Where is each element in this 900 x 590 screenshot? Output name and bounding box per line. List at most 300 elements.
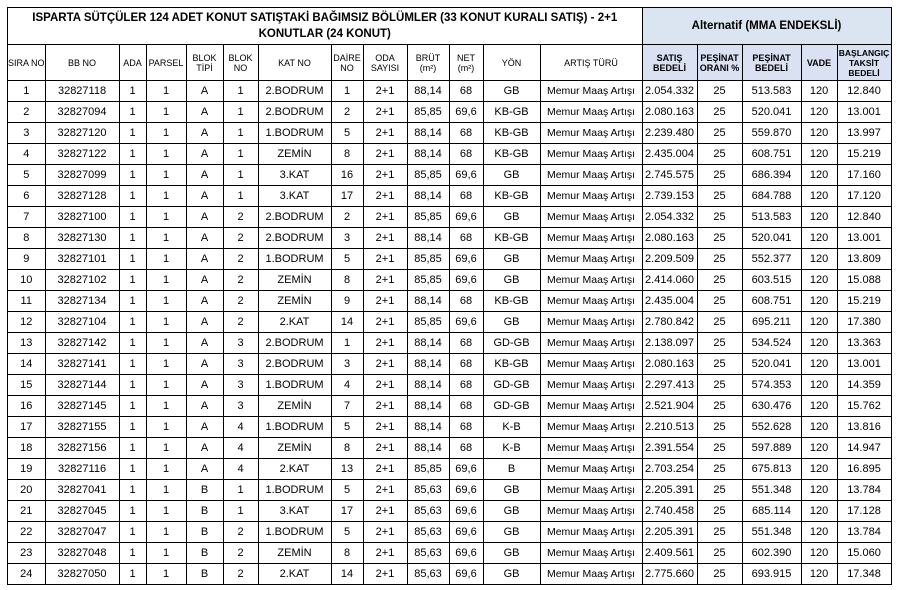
cell-sira: 2 xyxy=(8,102,46,123)
header-brut: BRÜT (m²) xyxy=(407,45,449,81)
cell-blok-tipi: B xyxy=(186,480,223,501)
table-row xyxy=(8,480,892,501)
header-artis-turu: ARTIŞ TÜRÜ xyxy=(540,45,642,81)
cell-daire-no: 8 xyxy=(331,144,363,165)
cell-pesinat-bedeli: 684.788 xyxy=(742,186,801,207)
cell-pesinat-bedeli: 551.348 xyxy=(742,480,801,501)
table-row xyxy=(8,459,892,480)
table-row xyxy=(8,207,892,228)
cell-sira: 13 xyxy=(8,333,46,354)
cell-oda-sayisi: 2+1 xyxy=(363,81,407,102)
cell-parsel: 1 xyxy=(146,522,186,543)
cell-blok-no: 1 xyxy=(223,123,258,144)
cell-daire-no: 8 xyxy=(331,543,363,564)
cell-pesinat-bedeli: 685.114 xyxy=(742,501,801,522)
cell-brut: 88,14 xyxy=(407,396,449,417)
cell-baslangic-taksit: 15.060 xyxy=(837,543,891,564)
cell-bb-no: 32827144 xyxy=(45,375,119,396)
cell-brut: 88,14 xyxy=(407,291,449,312)
alternative-title: Alternatif (MMA ENDEKSLİ) xyxy=(642,8,891,45)
cell-oda-sayisi: 2+1 xyxy=(363,312,407,333)
cell-oda-sayisi: 2+1 xyxy=(363,375,407,396)
cell-oda-sayisi: 2+1 xyxy=(363,417,407,438)
cell-ada: 1 xyxy=(119,165,146,186)
cell-blok-tipi: A xyxy=(186,228,223,249)
header-oda-sayisi: ODA SAYISI xyxy=(363,45,407,81)
cell-yon: GB xyxy=(483,501,540,522)
cell-daire-no: 17 xyxy=(331,501,363,522)
cell-pesinat-orani: 25 xyxy=(697,459,742,480)
cell-blok-no: 1 xyxy=(223,81,258,102)
cell-artis-turu: Memur Maaş Artışı xyxy=(540,186,642,207)
cell-kat-no: ZEMİN xyxy=(258,291,331,312)
table-row xyxy=(8,438,892,459)
cell-blok-tipi: B xyxy=(186,501,223,522)
cell-baslangic-taksit: 17.160 xyxy=(837,165,891,186)
cell-brut: 88,14 xyxy=(407,375,449,396)
cell-oda-sayisi: 2+1 xyxy=(363,564,407,585)
cell-blok-no: 2 xyxy=(223,270,258,291)
cell-brut: 88,14 xyxy=(407,144,449,165)
cell-sira: 11 xyxy=(8,291,46,312)
cell-bb-no: 32827047 xyxy=(45,522,119,543)
cell-brut: 85,85 xyxy=(407,312,449,333)
cell-ada: 1 xyxy=(119,543,146,564)
cell-satis-bedeli: 2.209.509 xyxy=(642,249,697,270)
cell-net: 68 xyxy=(449,438,483,459)
header-net: NET (m²) xyxy=(449,45,483,81)
cell-baslangic-taksit: 13.001 xyxy=(837,228,891,249)
cell-blok-no: 3 xyxy=(223,333,258,354)
cell-pesinat-bedeli: 630.476 xyxy=(742,396,801,417)
cell-bb-no: 32827100 xyxy=(45,207,119,228)
cell-artis-turu: Memur Maaş Artışı xyxy=(540,459,642,480)
cell-blok-no: 2 xyxy=(223,249,258,270)
cell-blok-no: 4 xyxy=(223,438,258,459)
cell-artis-turu: Memur Maaş Artışı xyxy=(540,228,642,249)
cell-brut: 85,63 xyxy=(407,501,449,522)
cell-sira: 22 xyxy=(8,522,46,543)
cell-brut: 88,14 xyxy=(407,186,449,207)
cell-artis-turu: Memur Maaş Artışı xyxy=(540,543,642,564)
cell-pesinat-bedeli: 559.870 xyxy=(742,123,801,144)
cell-parsel: 1 xyxy=(146,312,186,333)
cell-artis-turu: Memur Maaş Artışı xyxy=(540,564,642,585)
cell-ada: 1 xyxy=(119,564,146,585)
cell-pesinat-orani: 25 xyxy=(697,333,742,354)
cell-vade: 120 xyxy=(801,81,837,102)
cell-parsel: 1 xyxy=(146,165,186,186)
cell-kat-no: 2.KAT xyxy=(258,564,331,585)
cell-bb-no: 32827134 xyxy=(45,291,119,312)
cell-satis-bedeli: 2.435.004 xyxy=(642,144,697,165)
cell-satis-bedeli: 2.775.660 xyxy=(642,564,697,585)
cell-sira: 5 xyxy=(8,165,46,186)
cell-baslangic-taksit: 13.363 xyxy=(837,333,891,354)
cell-baslangic-taksit: 15.219 xyxy=(837,291,891,312)
cell-satis-bedeli: 2.080.163 xyxy=(642,354,697,375)
cell-blok-no: 1 xyxy=(223,102,258,123)
cell-blok-no: 2 xyxy=(223,291,258,312)
cell-kat-no: 2.KAT xyxy=(258,459,331,480)
cell-blok-tipi: A xyxy=(186,375,223,396)
cell-kat-no: ZEMİN xyxy=(258,438,331,459)
cell-oda-sayisi: 2+1 xyxy=(363,186,407,207)
table-row xyxy=(8,375,892,396)
cell-blok-no: 4 xyxy=(223,417,258,438)
cell-yon: GB xyxy=(483,249,540,270)
cell-parsel: 1 xyxy=(146,438,186,459)
cell-net: 68 xyxy=(449,417,483,438)
cell-pesinat-orani: 25 xyxy=(697,501,742,522)
cell-ada: 1 xyxy=(119,291,146,312)
cell-net: 69,6 xyxy=(449,270,483,291)
cell-pesinat-orani: 25 xyxy=(697,144,742,165)
cell-net: 68 xyxy=(449,354,483,375)
cell-net: 69,6 xyxy=(449,165,483,186)
cell-pesinat-orani: 25 xyxy=(697,312,742,333)
cell-brut: 85,85 xyxy=(407,459,449,480)
cell-vade: 120 xyxy=(801,396,837,417)
cell-brut: 85,85 xyxy=(407,207,449,228)
cell-sira: 4 xyxy=(8,144,46,165)
cell-baslangic-taksit: 15.088 xyxy=(837,270,891,291)
cell-ada: 1 xyxy=(119,480,146,501)
cell-pesinat-bedeli: 695.211 xyxy=(742,312,801,333)
cell-blok-tipi: A xyxy=(186,102,223,123)
cell-brut: 88,14 xyxy=(407,438,449,459)
cell-bb-no: 32827155 xyxy=(45,417,119,438)
cell-parsel: 1 xyxy=(146,501,186,522)
cell-vade: 120 xyxy=(801,564,837,585)
cell-blok-no: 1 xyxy=(223,144,258,165)
cell-blok-tipi: A xyxy=(186,144,223,165)
cell-satis-bedeli: 2.205.391 xyxy=(642,480,697,501)
cell-ada: 1 xyxy=(119,81,146,102)
cell-oda-sayisi: 2+1 xyxy=(363,480,407,501)
cell-baslangic-taksit: 13.809 xyxy=(837,249,891,270)
cell-oda-sayisi: 2+1 xyxy=(363,501,407,522)
cell-parsel: 1 xyxy=(146,249,186,270)
table-row xyxy=(8,291,892,312)
cell-daire-no: 1 xyxy=(331,333,363,354)
cell-sira: 9 xyxy=(8,249,46,270)
cell-bb-no: 32827141 xyxy=(45,354,119,375)
cell-net: 69,6 xyxy=(449,564,483,585)
cell-net: 68 xyxy=(449,375,483,396)
cell-blok-no: 1 xyxy=(223,186,258,207)
cell-ada: 1 xyxy=(119,123,146,144)
cell-pesinat-bedeli: 675.813 xyxy=(742,459,801,480)
cell-bb-no: 32827050 xyxy=(45,564,119,585)
cell-pesinat-bedeli: 520.041 xyxy=(742,228,801,249)
cell-pesinat-orani: 25 xyxy=(697,249,742,270)
cell-vade: 120 xyxy=(801,417,837,438)
header-sira: SIRA NO xyxy=(8,45,46,81)
cell-blok-no: 2 xyxy=(223,207,258,228)
cell-daire-no: 9 xyxy=(331,291,363,312)
cell-blok-no: 1 xyxy=(223,480,258,501)
cell-net: 68 xyxy=(449,123,483,144)
cell-yon: GD-GB xyxy=(483,333,540,354)
table-row xyxy=(8,522,892,543)
cell-pesinat-orani: 25 xyxy=(697,270,742,291)
cell-oda-sayisi: 2+1 xyxy=(363,144,407,165)
cell-parsel: 1 xyxy=(146,228,186,249)
cell-satis-bedeli: 2.080.163 xyxy=(642,228,697,249)
cell-parsel: 1 xyxy=(146,459,186,480)
cell-sira: 10 xyxy=(8,270,46,291)
cell-satis-bedeli: 2.080.163 xyxy=(642,102,697,123)
cell-parsel: 1 xyxy=(146,81,186,102)
cell-sira: 12 xyxy=(8,312,46,333)
cell-parsel: 1 xyxy=(146,207,186,228)
table-row xyxy=(8,270,892,291)
cell-satis-bedeli: 2.054.332 xyxy=(642,207,697,228)
cell-net: 68 xyxy=(449,396,483,417)
cell-pesinat-orani: 25 xyxy=(697,123,742,144)
cell-vade: 120 xyxy=(801,291,837,312)
cell-daire-no: 5 xyxy=(331,249,363,270)
cell-pesinat-orani: 25 xyxy=(697,207,742,228)
header-ada: ADA xyxy=(119,45,146,81)
cell-vade: 120 xyxy=(801,459,837,480)
cell-net: 68 xyxy=(449,186,483,207)
cell-blok-no: 3 xyxy=(223,396,258,417)
cell-blok-tipi: A xyxy=(186,186,223,207)
table-row xyxy=(8,165,892,186)
cell-pesinat-bedeli: 603.515 xyxy=(742,270,801,291)
cell-pesinat-orani: 25 xyxy=(697,564,742,585)
cell-vade: 120 xyxy=(801,312,837,333)
cell-sira: 23 xyxy=(8,543,46,564)
cell-pesinat-orani: 25 xyxy=(697,417,742,438)
cell-artis-turu: Memur Maaş Artışı xyxy=(540,438,642,459)
cell-brut: 88,14 xyxy=(407,123,449,144)
cell-daire-no: 5 xyxy=(331,417,363,438)
cell-ada: 1 xyxy=(119,270,146,291)
cell-yon: GD-GB xyxy=(483,375,540,396)
cell-bb-no: 32827142 xyxy=(45,333,119,354)
cell-vade: 120 xyxy=(801,186,837,207)
cell-daire-no: 16 xyxy=(331,165,363,186)
cell-brut: 85,63 xyxy=(407,564,449,585)
table-row xyxy=(8,228,892,249)
cell-oda-sayisi: 2+1 xyxy=(363,102,407,123)
cell-ada: 1 xyxy=(119,207,146,228)
cell-blok-tipi: B xyxy=(186,564,223,585)
cell-oda-sayisi: 2+1 xyxy=(363,354,407,375)
cell-blok-tipi: A xyxy=(186,270,223,291)
table-row xyxy=(8,102,892,123)
header-satis-bedeli: SATIŞ BEDELİ xyxy=(642,45,697,81)
cell-pesinat-bedeli: 602.390 xyxy=(742,543,801,564)
cell-satis-bedeli: 2.740.458 xyxy=(642,501,697,522)
cell-yon: KB-GB xyxy=(483,228,540,249)
cell-yon: GB xyxy=(483,522,540,543)
header-kat-no: KAT NO xyxy=(258,45,331,81)
cell-yon: GB xyxy=(483,543,540,564)
cell-ada: 1 xyxy=(119,459,146,480)
cell-artis-turu: Memur Maaş Artışı xyxy=(540,522,642,543)
cell-blok-tipi: A xyxy=(186,207,223,228)
cell-bb-no: 32827101 xyxy=(45,249,119,270)
cell-pesinat-bedeli: 574.353 xyxy=(742,375,801,396)
cell-yon: B xyxy=(483,459,540,480)
cell-pesinat-orani: 25 xyxy=(697,396,742,417)
cell-pesinat-orani: 25 xyxy=(697,165,742,186)
cell-blok-tipi: A xyxy=(186,249,223,270)
cell-net: 68 xyxy=(449,144,483,165)
cell-oda-sayisi: 2+1 xyxy=(363,207,407,228)
cell-brut: 85,63 xyxy=(407,480,449,501)
cell-vade: 120 xyxy=(801,522,837,543)
cell-kat-no: ZEMİN xyxy=(258,543,331,564)
cell-blok-tipi: B xyxy=(186,543,223,564)
cell-vade: 120 xyxy=(801,144,837,165)
cell-baslangic-taksit: 14.947 xyxy=(837,438,891,459)
cell-net: 68 xyxy=(449,333,483,354)
cell-artis-turu: Memur Maaş Artışı xyxy=(540,480,642,501)
cell-baslangic-taksit: 13.001 xyxy=(837,354,891,375)
cell-pesinat-bedeli: 552.377 xyxy=(742,249,801,270)
cell-yon: GB xyxy=(483,270,540,291)
header-pesinat-bedeli: PEŞİNAT BEDELİ xyxy=(742,45,801,81)
cell-daire-no: 8 xyxy=(331,438,363,459)
cell-ada: 1 xyxy=(119,333,146,354)
table-row xyxy=(8,543,892,564)
cell-parsel: 1 xyxy=(146,375,186,396)
cell-daire-no: 2 xyxy=(331,207,363,228)
cell-ada: 1 xyxy=(119,144,146,165)
cell-yon: GB xyxy=(483,165,540,186)
cell-kat-no: 1.BODRUM xyxy=(258,249,331,270)
cell-blok-tipi: A xyxy=(186,81,223,102)
cell-blok-no: 3 xyxy=(223,375,258,396)
cell-bb-no: 32827156 xyxy=(45,438,119,459)
cell-vade: 120 xyxy=(801,228,837,249)
cell-net: 69,6 xyxy=(449,501,483,522)
cell-artis-turu: Memur Maaş Artışı xyxy=(540,249,642,270)
cell-baslangic-taksit: 13.997 xyxy=(837,123,891,144)
cell-baslangic-taksit: 17.348 xyxy=(837,564,891,585)
cell-bb-no: 32827045 xyxy=(45,501,119,522)
cell-ada: 1 xyxy=(119,249,146,270)
cell-oda-sayisi: 2+1 xyxy=(363,333,407,354)
cell-daire-no: 3 xyxy=(331,354,363,375)
cell-yon: GB xyxy=(483,312,540,333)
cell-satis-bedeli: 2.703.254 xyxy=(642,459,697,480)
cell-pesinat-bedeli: 513.583 xyxy=(742,207,801,228)
cell-pesinat-orani: 25 xyxy=(697,480,742,501)
cell-parsel: 1 xyxy=(146,291,186,312)
cell-artis-turu: Memur Maaş Artışı xyxy=(540,396,642,417)
cell-baslangic-taksit: 17.380 xyxy=(837,312,891,333)
cell-blok-no: 3 xyxy=(223,354,258,375)
header-bb-no: BB NO xyxy=(45,45,119,81)
table-row xyxy=(8,186,892,207)
cell-yon: GB xyxy=(483,564,540,585)
cell-satis-bedeli: 2.054.332 xyxy=(642,81,697,102)
cell-blok-tipi: A xyxy=(186,291,223,312)
cell-sira: 14 xyxy=(8,354,46,375)
cell-daire-no: 14 xyxy=(331,564,363,585)
cell-daire-no: 1 xyxy=(331,81,363,102)
cell-ada: 1 xyxy=(119,312,146,333)
cell-vade: 120 xyxy=(801,207,837,228)
cell-yon: KB-GB xyxy=(483,102,540,123)
cell-baslangic-taksit: 13.784 xyxy=(837,480,891,501)
cell-vade: 120 xyxy=(801,480,837,501)
cell-kat-no: 3.KAT xyxy=(258,501,331,522)
cell-pesinat-orani: 25 xyxy=(697,354,742,375)
header-vade: VADE xyxy=(801,45,837,81)
cell-baslangic-taksit: 15.219 xyxy=(837,144,891,165)
cell-blok-tipi: A xyxy=(186,417,223,438)
cell-kat-no: 2.BODRUM xyxy=(258,102,331,123)
cell-brut: 85,85 xyxy=(407,102,449,123)
cell-sira: 6 xyxy=(8,186,46,207)
cell-kat-no: 2.KAT xyxy=(258,312,331,333)
cell-baslangic-taksit: 13.784 xyxy=(837,522,891,543)
cell-satis-bedeli: 2.205.391 xyxy=(642,522,697,543)
cell-blok-tipi: A xyxy=(186,312,223,333)
cell-daire-no: 17 xyxy=(331,186,363,207)
cell-parsel: 1 xyxy=(146,333,186,354)
cell-blok-no: 2 xyxy=(223,543,258,564)
cell-net: 69,6 xyxy=(449,312,483,333)
table-row xyxy=(8,81,892,102)
cell-yon: GD-GB xyxy=(483,396,540,417)
cell-oda-sayisi: 2+1 xyxy=(363,543,407,564)
cell-yon: KB-GB xyxy=(483,144,540,165)
cell-kat-no: 2.BODRUM xyxy=(258,81,331,102)
cell-artis-turu: Memur Maaş Artışı xyxy=(540,291,642,312)
cell-satis-bedeli: 2.297.413 xyxy=(642,375,697,396)
cell-kat-no: 2.BODRUM xyxy=(258,207,331,228)
header-daire-no: DAİRE NO xyxy=(331,45,363,81)
cell-baslangic-taksit: 12.840 xyxy=(837,81,891,102)
cell-satis-bedeli: 2.435.004 xyxy=(642,291,697,312)
cell-kat-no: 3.KAT xyxy=(258,165,331,186)
cell-satis-bedeli: 2.521.904 xyxy=(642,396,697,417)
cell-yon: KB-GB xyxy=(483,291,540,312)
cell-sira: 8 xyxy=(8,228,46,249)
table-row xyxy=(8,333,892,354)
cell-brut: 88,14 xyxy=(407,333,449,354)
header-parsel: PARSEL xyxy=(146,45,186,81)
cell-artis-turu: Memur Maaş Artışı xyxy=(540,123,642,144)
cell-sira: 20 xyxy=(8,480,46,501)
cell-parsel: 1 xyxy=(146,564,186,585)
cell-yon: KB-GB xyxy=(483,186,540,207)
cell-parsel: 1 xyxy=(146,396,186,417)
cell-kat-no: 3.KAT xyxy=(258,186,331,207)
cell-oda-sayisi: 2+1 xyxy=(363,228,407,249)
cell-artis-turu: Memur Maaş Artışı xyxy=(540,207,642,228)
cell-oda-sayisi: 2+1 xyxy=(363,396,407,417)
cell-blok-tipi: A xyxy=(186,438,223,459)
cell-sira: 3 xyxy=(8,123,46,144)
cell-net: 68 xyxy=(449,81,483,102)
header-blok-no: BLOK NO xyxy=(223,45,258,81)
cell-daire-no: 3 xyxy=(331,228,363,249)
cell-vade: 120 xyxy=(801,270,837,291)
cell-ada: 1 xyxy=(119,417,146,438)
cell-baslangic-taksit: 16.895 xyxy=(837,459,891,480)
cell-parsel: 1 xyxy=(146,543,186,564)
cell-parsel: 1 xyxy=(146,123,186,144)
